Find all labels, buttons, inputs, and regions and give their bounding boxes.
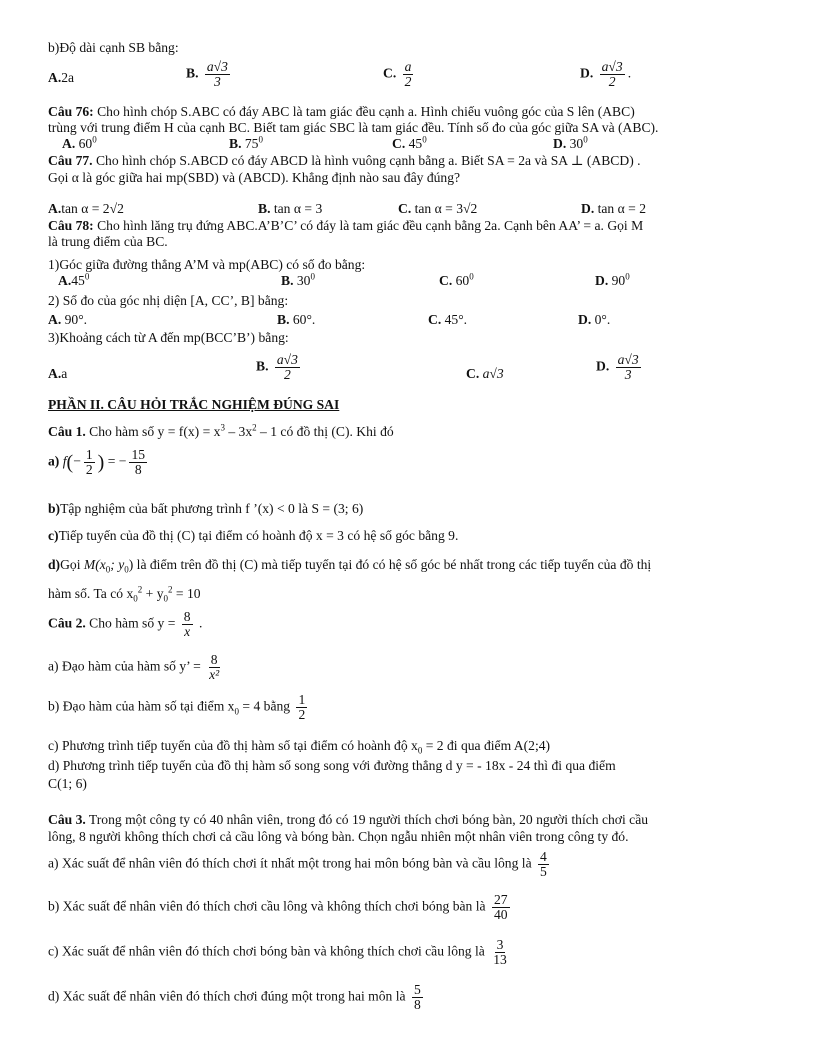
- c3-statement-c: c) Xác suất để nhân viên đó thích chơi bóng bàn và không thích chơi cầu lông là $\frac{3}{13}$: [48, 937, 507, 967]
- c3-statement-d: d) Xác suất để nhân viên đó thích chơi đúng một trong hai môn là $\frac{5}{8}$: [48, 982, 421, 1012]
- q76-option-c: C. $45^0$: [392, 134, 427, 151]
- q76-option-b: B. $75^0$: [229, 134, 263, 151]
- c3-stem-line-1: Câu 3. Trong một công ty có 40 nhân viên, trong đó có 19 người thích chơi bóng bàn, 20 người thích chơi cầu: [48, 812, 649, 827]
- q78-part2-prompt: 2) Số đo của góc nhị diện [A, CC’, B] bằng:: [48, 293, 289, 308]
- q75b-option-b: B. $\frac{a√3}{3}$: [186, 59, 228, 89]
- q78-part1-prompt: 1)Góc giữa đường thẳng A’M và mp(ABC) có số đo bằng:: [48, 257, 366, 272]
- c3-statement-a: a) Xác suất để nhân viên đó thích chơi ít nhất một trong hai môn bóng bàn và cầu lông là $\frac{4}{5}$: [48, 849, 547, 879]
- c3-statement-b: b) Xác suất để nhân viên đó thích chơi cầu lông và không thích chơi bóng bàn là $\frac{27}{40}$: [48, 892, 508, 922]
- q78-part1-option-a: $A.45^0$: [58, 271, 90, 288]
- q76-line-2: trùng với trung điểm H của cạnh BC. Biết tam giác SBC là tam giác đều. Tính số đo của góc giữa SA và (ABC).: [48, 120, 659, 135]
- q78-part1-option-b: B. $30^0$: [281, 271, 315, 288]
- q78-part2-option-d: D. 0°.: [578, 312, 611, 327]
- q77-line-1: Câu 77. Cho hình chóp S.ABCD có đáy ABCD là hình vuông cạnh bằng a. Biết SA = 2a và SA ⊥ (ABCD) .: [48, 153, 641, 168]
- c1-stem: Câu 1. Cho hàm số $y = f(x) = x^3 - 3x^2 - 1$ có đồ thị (C). Khi đó: [48, 422, 394, 439]
- q78-part2-option-b: B. 60°.: [277, 312, 316, 327]
- c2-statement-a: a) Đạo hàm của hàm số y’ = $\frac{8}{\text{x²}}$: [48, 652, 220, 682]
- q78-part3-option-d: D. $\frac{a√3}{3}$: [596, 352, 639, 382]
- c1-statement-d-line-2: hàm số. Ta có $x_0^2 + y_0^2 = 10$: [48, 584, 201, 604]
- q75b-prompt: b)Độ dài cạnh SB bằng:: [48, 40, 179, 55]
- c1-statement-b: b)Tập nghiệm của bất phương trình f ’(x) < 0 là S = (3; 6): [48, 501, 364, 516]
- c2-statement-d-line-2: C(1; 6): [48, 776, 87, 791]
- q75b-option-a: A.2a: [48, 70, 75, 85]
- q78-part3-option-a: A.a: [48, 366, 68, 381]
- q75b-option-d: D. $\frac{a√3}{2}$ .: [580, 59, 632, 89]
- q78-part1-option-c: C. $60^0$: [439, 271, 474, 288]
- q78-line-2: là trung điểm của BC.: [48, 234, 168, 249]
- q77-option-c: C. tan α = 3√2: [398, 201, 478, 216]
- q77-option-b: B. tan α = 3: [258, 201, 323, 216]
- c3-stem-line-2: lông, 8 người không thích chơi cả cầu lông và bóng bàn. Chọn ngẫu nhiên một nhân viên trong công ty đó.: [48, 829, 629, 844]
- q78-part3-prompt: 3)Khoảng cách từ A đến mp(BCC’B’) bằng:: [48, 330, 289, 345]
- q78-part3-option-b: B. $\frac{a√3}{2}$: [256, 352, 298, 382]
- c2-stem: Câu 2. Cho hàm số y = $\frac{8}{x}$ .: [48, 609, 203, 639]
- c1-statement-d: d)Gọi $M(x_0$; $y_0$) là điểm trên đồ thị (C) mà tiếp tuyến tại đó có hệ số góc bé nhất trong các tiếp tuyến của đồ thị: [48, 557, 652, 575]
- q76-option-a: A. $60^0$: [62, 134, 97, 151]
- q76-line-1: Câu 76: Cho hình chóp S.ABC có đáy ABC là tam giác đều cạnh a. Hình chiếu vuông góc của S lên (ABC): [48, 104, 635, 119]
- q75b-option-c: C. $\frac{a}{2}$: [383, 59, 412, 89]
- c2-statement-c: c) Phương trình tiếp tuyến của đồ thị hàm số tại điểm có hoành độ $x_0 = 2$ đi qua điểm A(2;4): [48, 738, 551, 756]
- q76-option-d: D. $30^0$: [553, 134, 588, 151]
- c1-statement-a: a) f(− $\frac{1}{2}$ ) = − $\frac{15}{8}$: [48, 447, 146, 477]
- q78-part2-option-a: A. 90°.: [48, 312, 88, 327]
- q77-option-d: D. tan α = 2: [581, 201, 647, 216]
- q77-line-2: Gọi α là góc giữa hai mp(SBD) và (ABCD). Khẳng định nào sau đây đúng?: [48, 170, 461, 185]
- q78-part1-option-d: D. $90^0$: [595, 271, 630, 288]
- c1-statement-c: c)Tiếp tuyến của đồ thị (C) tại điểm có hoành độ x = 3 có hệ số góc bằng 9.: [48, 528, 459, 543]
- q78-part2-option-c: C. 45°.: [428, 312, 468, 327]
- q78-part3-option-c: C. a√3: [466, 366, 504, 381]
- c2-statement-d: d) Phương trình tiếp tuyến của đồ thị hàm số song song với đường thẳng d y = - 18x - 24 thì đi qua điểm: [48, 758, 616, 773]
- part2-heading: PHẦN II. CÂU HỎI TRẮC NGHIỆM ĐÚNG SAI: [48, 397, 340, 412]
- c2-statement-b: b) Đạo hàm của hàm số tại điểm $x_0 = 4$ bằng $\frac{1}{2}$: [48, 692, 306, 722]
- q77-option-a: A.tan α = 2√2: [48, 201, 124, 216]
- q78-line-1: Câu 78: Cho hình lăng trụ đứng ABC.A’B’C’ có đáy là tam giác đều cạnh bằng 2a. Cạnh bên AA’ = a. Gọi M: [48, 218, 644, 233]
